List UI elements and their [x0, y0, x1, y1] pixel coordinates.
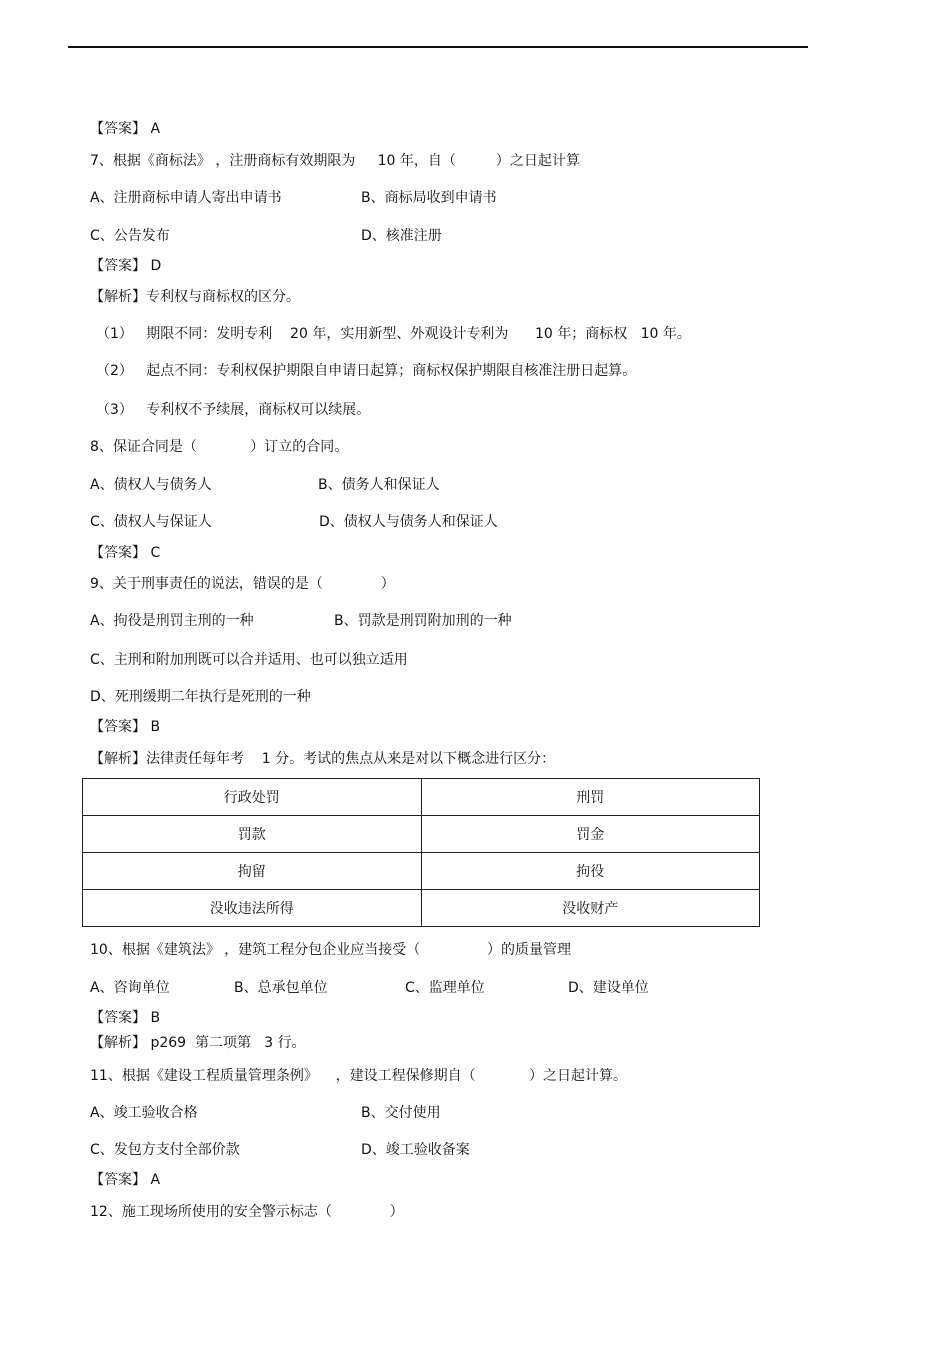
q7-option-b: B、商标局收到申请书 [361, 190, 497, 206]
answer-6: 【答案】 A [90, 121, 161, 137]
q11-option-d: D、竣工验收备案 [361, 1142, 470, 1158]
q10-option-c: C、监理单位 [405, 980, 485, 996]
q8-option-d: D、债权人与债务人和保证人 [319, 514, 498, 530]
table-row [83, 816, 760, 853]
table-cell: 没收违法所得 [83, 890, 422, 927]
answer-9: 【答案】 B [90, 719, 161, 735]
analysis-10: 【解析】 p269 第二项第 3 行。 [90, 1035, 306, 1051]
table-cell: 罚金 [421, 816, 760, 853]
answer-7: 【答案】 D [90, 258, 162, 274]
analysis-7-point-2: （2） 起点不同：专利权保护期限自申请日起算；商标权保护期限自核准注册日起算。 [96, 363, 637, 379]
table-row [83, 779, 760, 816]
q10-option-b: B、总承包单位 [234, 980, 328, 996]
q9-option-d: D、死刑缓期二年执行是死刑的一种 [90, 689, 311, 705]
q7-option-d: D、核准注册 [361, 228, 442, 244]
comparison-table [82, 778, 760, 927]
table-cell: 拘留 [83, 853, 422, 890]
analysis-7: 【解析】专利权与商标权的区分。 [90, 289, 300, 305]
answer-10: 【答案】 B [90, 1010, 161, 1026]
question-11: 11、根据《建设工程质量管理条例》 ，建设工程保修期自（ ）之日起计算。 [90, 1068, 628, 1084]
table-cell: 没收财产 [421, 890, 760, 927]
analysis-7-point-1: （1） 期限不同：发明专利 20 年，实用新型、外观设计专利为 10 年；商标权 10 年。 [96, 326, 691, 342]
question-7: 7、根据《商标法》 ，注册商标有效期限为 10 年，自（ ）之日起计算 [90, 153, 580, 169]
analysis-9: 【解析】法律责任每年考 1 分。考试的焦点从来是对以下概念进行区分： [90, 751, 556, 767]
table-cell: 罚款 [83, 816, 422, 853]
table-cell: 拘役 [421, 853, 760, 890]
q7-option-a: A、注册商标申请人寄出申请书 [90, 190, 282, 206]
question-10: 10、根据《建筑法》 ，建筑工程分包企业应当接受（ ）的质量管理 [90, 942, 572, 958]
q9-option-b: B、罚款是刑罚附加刑的一种 [334, 613, 512, 629]
table-cell: 行政处罚 [83, 779, 422, 816]
question-12: 12、施工现场所使用的安全警示标志（ ） [90, 1204, 404, 1220]
q11-option-c: C、发包方支付全部价款 [90, 1142, 240, 1158]
table-row [83, 853, 760, 890]
answer-8: 【答案】 C [90, 545, 161, 561]
q9-option-a: A、拘役是刑罚主刑的一种 [90, 613, 254, 629]
q10-option-a: A、咨询单位 [90, 980, 170, 996]
table-row [83, 890, 760, 927]
analysis-7-point-3: （3） 专利权不予续展，商标权可以续展。 [96, 402, 371, 418]
question-8: 8、保证合同是（ ）订立的合同。 [90, 439, 349, 455]
q11-option-b: B、交付使用 [361, 1105, 441, 1121]
q11-option-a: A、竣工验收合格 [90, 1105, 198, 1121]
q9-option-c: C、主刑和附加刑既可以合并适用、也可以独立适用 [90, 652, 408, 668]
q8-option-a: A、债权人与债务人 [90, 477, 212, 493]
table-cell: 刑罚 [421, 779, 760, 816]
q10-option-d: D、建设单位 [568, 980, 649, 996]
question-9: 9、关于刑事责任的说法，错误的是（ ） [90, 576, 395, 592]
q8-option-c: C、债权人与保证人 [90, 514, 212, 530]
q7-option-c: C、公告发布 [90, 228, 170, 244]
q8-option-b: B、债务人和保证人 [318, 477, 440, 493]
answer-11: 【答案】 A [90, 1172, 161, 1188]
header-rule [68, 46, 808, 48]
